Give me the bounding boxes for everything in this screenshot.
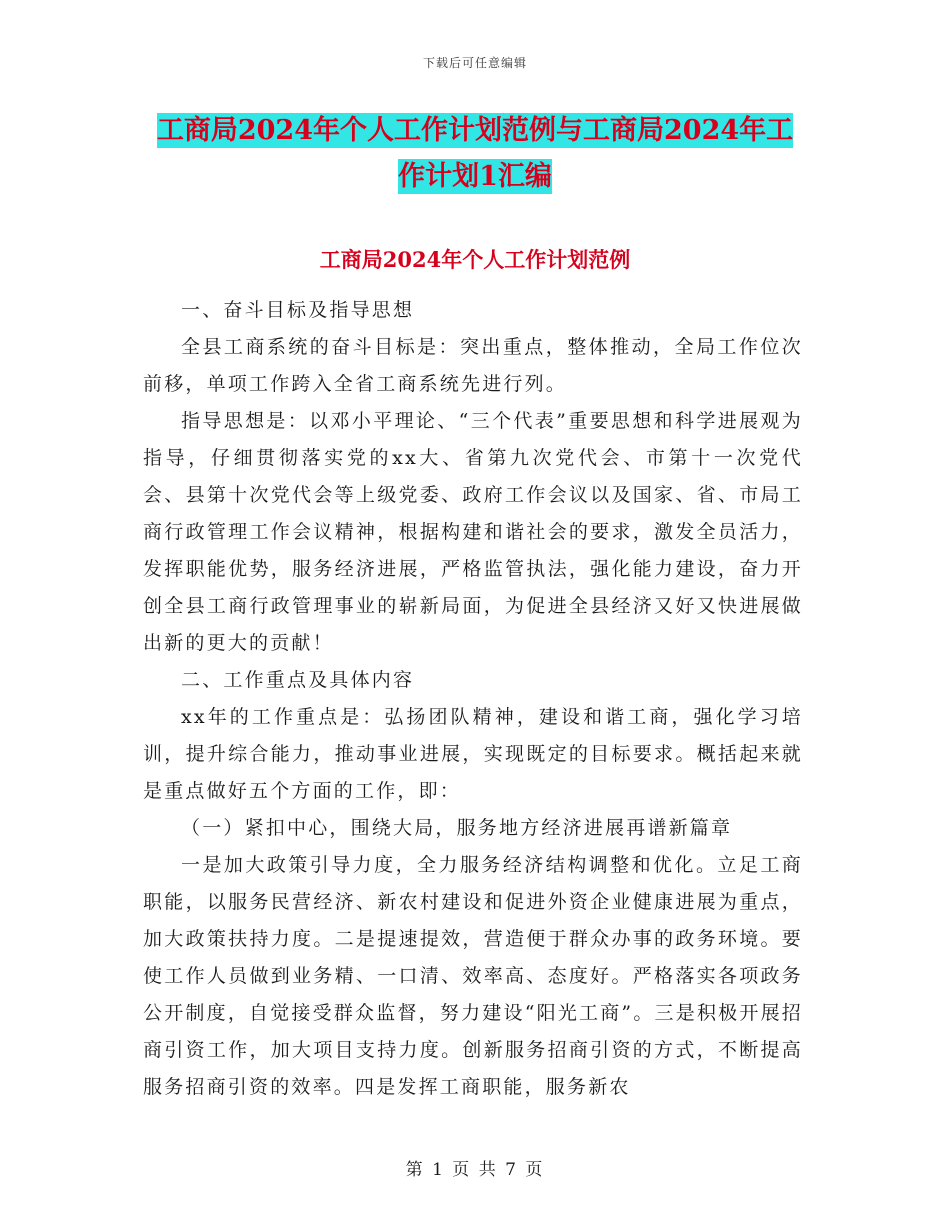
title-line-2: 作计划1汇编 (398, 161, 552, 192)
document-title (140, 108, 810, 200)
paragraph-heading-1: 一、奋斗目标及指导思想 (181, 299, 415, 321)
page-footer: 第 1 页 共 7 页 (405, 1160, 545, 1180)
paragraph: 一是加大政策引导力度，全力服务经济结构调整和优化。立足工商职能，以服务民营经济、新农村建设和促进外资企业健康进展为重点，加大政策扶持力度。二是提速提效，营造便于群众办事的政务环境。要使工作人员做到业务精、一口清、效率高、态度好。严格落实各项政务公开制度，自觉接受群众监督，努力建设“阳光工商”。三是积极开展招商引资工作，加大项目支持力度。创新服务招商引资的方式，不断提高服务招商引资的效率。四是发挥工商职能，服务新农 (143, 854, 803, 1098)
paragraph-subheading: （一）紧扣中心，围绕大局，服务地方经济进展再谱新篇章 (181, 817, 733, 839)
title-line-1: 工商局2024年个人工作计划范例与工商局2024年工 (156, 115, 794, 146)
document-body (143, 292, 803, 1106)
paragraph-heading-2: 二、工作重点及具体内容 (181, 669, 415, 691)
section-title: 工商局2024年个人工作计划范例 (319, 247, 631, 272)
paragraph: 全县工商系统的奋斗目标是：突出重点，整体推动，全局工作位次前移，单项工作跨入全省工商系统先进行列。 (143, 336, 803, 395)
paragraph: xx年的工作重点是：弘扬团队精神，建设和谐工商，强化学习培训，提升综合能力，推动事业进展，实现既定的目标要求。概括起来就是重点做好五个方面的工作，即： (143, 706, 803, 802)
paragraph: 指导思想是：以邓小平理论、“三个代表”重要思想和科学进展观为指导，仔细贯彻落实党的xx大、省第九次党代会、市第十一次党代会、县第十次党代会等上级党委、政府工作会议以及国家、省、市局工商行政管理工作会议精神，根据构建和谐社会的要求，激发全员活力，发挥职能优势，服务经济进展，严格监管执法，强化能力建设，奋力开创全县工商行政管理事业的崭新局面，为促进全县经济又好又快进展做出新的更大的贡献！ (143, 410, 803, 654)
header-note: 下载后可任意编辑 (422, 56, 527, 70)
